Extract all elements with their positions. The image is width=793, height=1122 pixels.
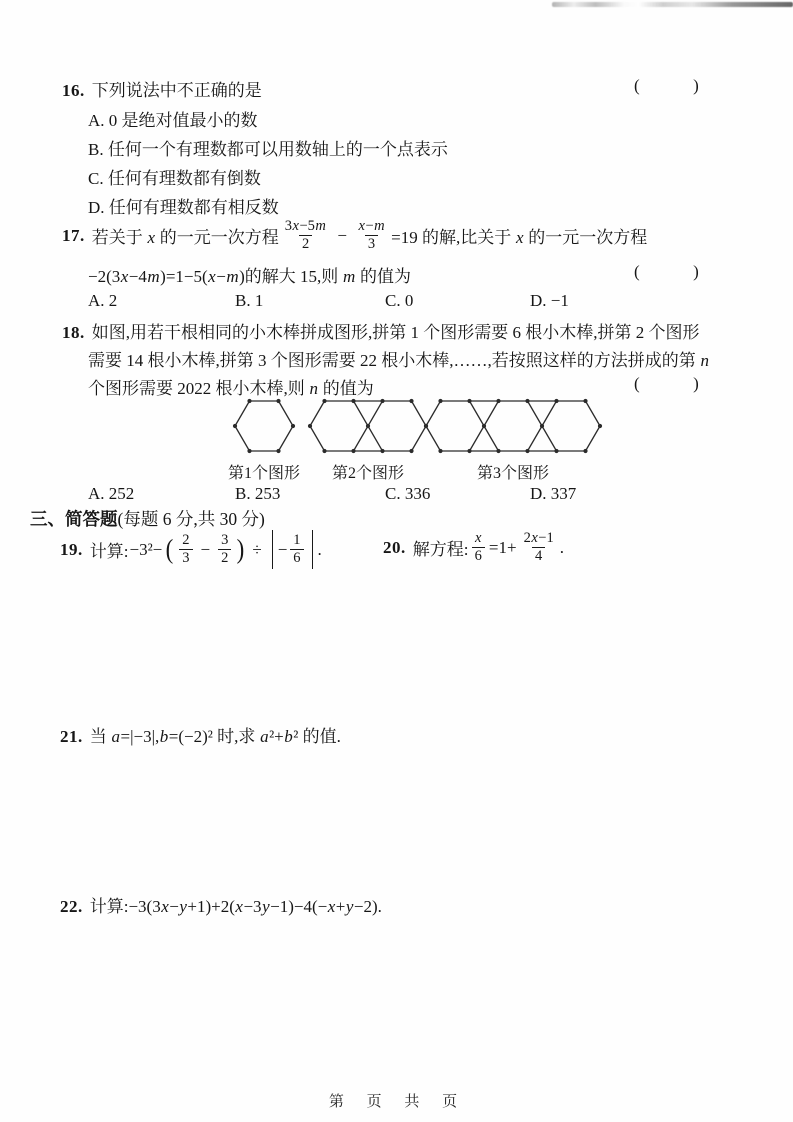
absolute-value-bars [272,530,313,569]
numerator: 2x−1 [523,530,554,546]
q16-option-d: D. 任何有理数都有相反数 [88,198,279,217]
minus-operator: − [337,225,347,245]
q16-stem-row [62,76,262,101]
q21-row [60,722,341,747]
q21-text: 当 a=|−3|,b=(−2)² 时,求 a²+b² 的值. [89,727,341,746]
numerator: 1 [293,532,301,548]
scan-smudge-artifact [552,2,793,7]
figure-3-label: 第3个图形 [476,465,549,482]
denominator: 3 [365,235,378,253]
period: . [559,537,564,557]
denominator: 6 [472,547,485,565]
denominator: 4 [532,547,545,565]
denominator: 2 [218,549,231,567]
q18-line2: 需要 14 根小木棒,拼第 3 个图形需要 22 根小木棒,……,若按照这样的方法拼成的第 n [88,351,709,370]
denominator: 2 [299,235,312,253]
q22-row [60,892,382,917]
figure-1 [228,397,300,483]
numerator: x−m [358,218,385,234]
section-3-heading [30,506,265,531]
denominator: 3 [179,549,192,567]
q20-fraction-2 [521,530,557,565]
minus-operator: − [200,539,211,559]
hexagon-figure-1 [231,397,297,455]
q18-option-b: B. 253 [235,484,281,503]
q18-option-d: D. 337 [530,484,577,503]
q19-fraction-1 [179,532,192,567]
q22-number: 22. [60,897,83,916]
q17-option-a: A. 2 [88,291,118,310]
q16-answer-paren: ( ) [634,76,700,95]
figure-2 [306,397,430,483]
q18-number: 18. [62,323,85,342]
minus-sign: − [277,539,288,559]
q17-option-d: D. −1 [530,291,569,310]
numerator: 3x−5m [284,218,326,234]
q16-option-a: A. 0 是绝对值最小的数 [88,111,258,130]
period: . [317,539,322,559]
q17-line1 [62,218,647,253]
left-paren: ( [165,534,174,565]
q18-line3: 个图形需要 2022 根小木棒,则 n 的值为 [88,379,374,398]
hexagon-figure-2 [306,397,430,455]
q20-middle-expression: =1+ [488,537,517,557]
q19-fraction-3 [290,532,303,567]
q19-lead-expression: −3²− [129,539,163,559]
page-footer: 第 页 共 页 [328,1094,465,1110]
q22-text: 计算:−3(3x−y+1)+2(x−3y−1)−4(−x+y−2). [89,897,382,916]
q21-number: 21. [60,727,83,746]
q16-option-c: C. 任何有理数都有倒数 [88,169,261,188]
q18-line1-row [62,318,700,343]
q20-row [383,530,564,565]
q17-tail: =19 的解,比关于 x 的一元一次方程 [391,228,648,248]
q17-option-b: B. 1 [235,291,264,310]
q17-fraction-1 [282,218,330,253]
hexagon-figure-3 [422,397,604,455]
q18-answer-paren: ( ) [634,374,700,393]
figure-2-label: 第2个图形 [331,465,404,482]
right-paren: ) [237,534,245,565]
q20-fraction-1 [471,530,484,565]
q16-option-b: B. 任何一个有理数都可以用数轴上的一个点表示 [88,140,448,159]
numerator: 3 [221,532,229,548]
q19-row [60,530,322,569]
q17-answer-paren: ( ) [634,262,700,281]
q19-fraction-2 [218,532,231,567]
q18-option-c: C. 336 [385,484,431,503]
divide-operator: ÷ [252,539,262,559]
denominator: 6 [290,549,303,567]
q16-number: 16. [62,81,85,100]
q19-label: 计算: [89,542,129,562]
section-3-note: (每题 6 分,共 30 分) [117,509,265,529]
q17-number: 17. [62,225,85,245]
q18-line1: 如图,用若干根相同的小木棒拼成图形,拼第 1 个图形需要 6 根小木棒,拼第 2 个图形 [91,323,700,342]
q18-option-a: A. 252 [88,484,135,503]
q17-lead: 若关于 x 的一元一次方程 [91,228,279,248]
numerator: x [474,530,482,546]
q20-label: 解方程: [412,540,469,560]
q17-option-c: C. 0 [385,291,414,310]
section-3-title: 三、简答题 [30,509,118,529]
q20-number: 20. [383,537,406,557]
q17-line2: −2(3x−4m)=1−5(x−m)的解大 15,则 m 的值为 [88,267,412,286]
q16-stem: 下列说法中不正确的是 [91,81,262,100]
figure-1-label: 第1个图形 [228,465,301,482]
q17-fraction-2 [355,218,388,253]
numerator: 2 [182,532,190,548]
figure-3 [422,397,604,483]
q19-number: 19. [60,539,83,559]
